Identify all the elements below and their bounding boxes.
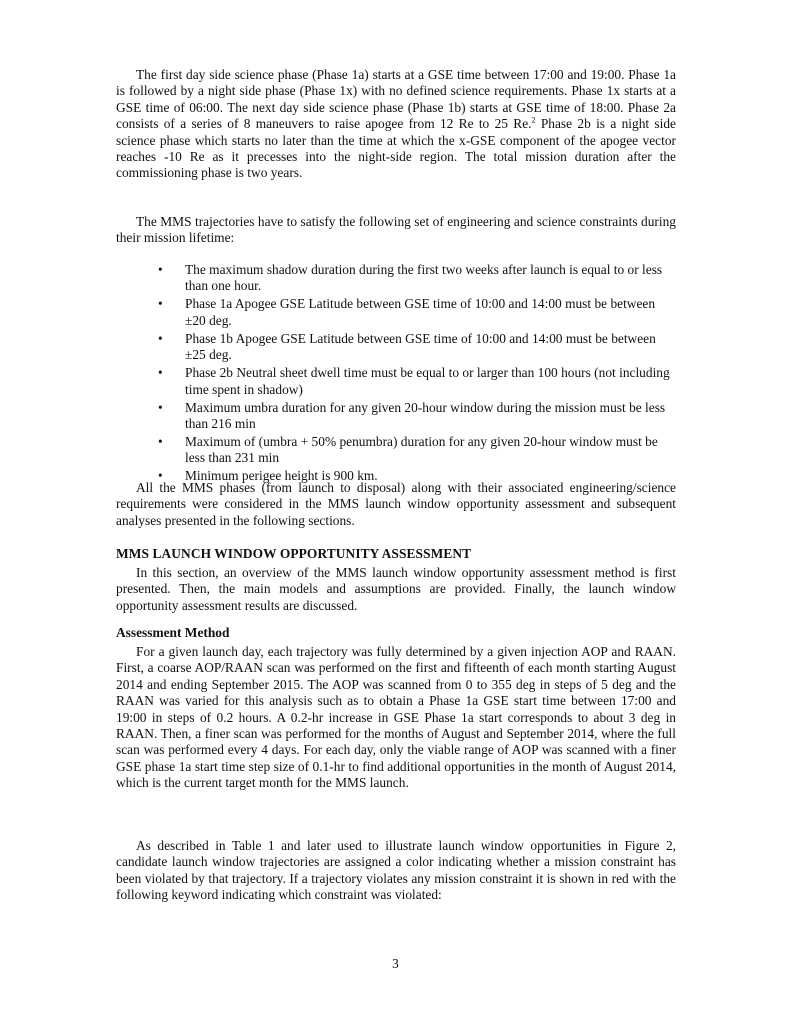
paragraph-section-overview: In this section, an overview of the MMS launch window opportunity assessment method is first presented. Then, the main models and assumptions are provided. Finally, the launch window opportunity assessment results are discussed.	[116, 565, 676, 613]
list-item: • The maximum shadow duration during the first two weeks after launch is equal to or less than one hour.	[158, 262, 663, 294]
subsection-heading: Assessment Method	[116, 625, 230, 640]
bullet-icon: •	[158, 399, 163, 415]
bullet-icon: •	[158, 296, 163, 312]
footnote-marker: 2	[531, 115, 536, 125]
list-item: • Minimum perigee height is 900 km.	[158, 468, 378, 484]
list-item: • Phase 1b Apogee GSE Latitude between GSE time of 10:00 and 14:00 must be between ±25 deg.	[158, 330, 656, 363]
paragraph-color-coding: As described in Table 1 and later used to illustrate launch window opportunities in Figure 2, candidate launch window trajectories are assigned a color indicating whether a mission constraint has been violated by that trajectory. If a trajectory violates any mission constraint it is shown in red with the following keyword indicating which constraint was violated:	[116, 838, 676, 903]
bullet-icon: •	[158, 434, 163, 450]
list-item: • Phase 1a Apogee GSE Latitude between GSE time of 10:00 and 14:00 must be between ±20 deg.	[158, 296, 656, 328]
bullet-icon: •	[158, 330, 163, 346]
bullet-icon: •	[158, 262, 163, 277]
page-number: 3	[392, 956, 399, 971]
constraint-list	[140, 262, 675, 486]
paragraph-text: The first day side science phase (Phase 1a) starts at a GSE time between 17:00 and 19:00. Phase 1a is followed by a night side phase (Phase 1x) with no defined science requirements. Phase 1x starts at a GSE time of 06:00. The next day side science phase (Phase 1b) starts at GSE time of 18:00. Phase 2a consists of a series of 8 maneuvers to raise apogee from 12 Re to 25 Re.	[116, 67, 676, 132]
paragraph-text-continued: Phase 2b is a night side science phase which starts no later than the time at which the x-GSE component of the apogee vector reaches -10 Re as it precesses into the night-side region. The total mission duration after the commissioning phase is two years.	[116, 116, 676, 181]
list-item: • Phase 2b Neutral sheet dwell time must be equal to or larger than 100 hours (not including time spent in shadow)	[158, 365, 670, 397]
section-heading: MMS LAUNCH WINDOW OPPORTUNITY ASSESSMENT	[116, 546, 472, 561]
paragraph-constraints-intro: The MMS trajectories have to satisfy the following set of engineering and science constraints during their mission lifetime:	[116, 214, 676, 246]
bullet-icon: •	[158, 468, 163, 484]
paragraph-assessment-method: For a given launch day, each trajectory was fully determined by a given injection AOP and RAAN. First, a coarse AOP/RAAN scan was performed on the first and fifteenth of each month starting August 2014 and ending September 2015. The AOP was scanned from 0 to 355 deg in steps of 5 deg and the RAAN was varied for this analysis such as to obtain a Phase 1a GSE start time between 17:00 and 19:00 in steps of 0.2 hours. A 0.2-hr increase in GSE Phase 1a start corresponds to about 3 deg in RAAN. Then, a finer scan was performed for the months of August and September 2014, where the full scan was performed every 4 days. For each day, only the viable range of AOP was scanned with a finer GSE phase 1a start time step size of 0.1-hr to find additional opportunities in the month of August 2014, which is the current target month for the MMS launch.	[116, 644, 676, 791]
list-item: • Maximum of (umbra + 50% penumbra) duration for any given 20-hour window must be less than 231 min	[158, 434, 658, 466]
list-item: • Maximum umbra duration for any given 20-hour window during the mission must be less than 216 min	[158, 399, 666, 432]
paragraph-phases-considered: All the MMS phases (from launch to disposal) along with their associated engineering/science requirements were considered in the MMS launch window opportunity assessment and subsequent analyses presented in the following sections.	[116, 480, 676, 528]
bullet-icon: •	[158, 365, 163, 381]
paragraph-mission-phases	[116, 67, 676, 182]
